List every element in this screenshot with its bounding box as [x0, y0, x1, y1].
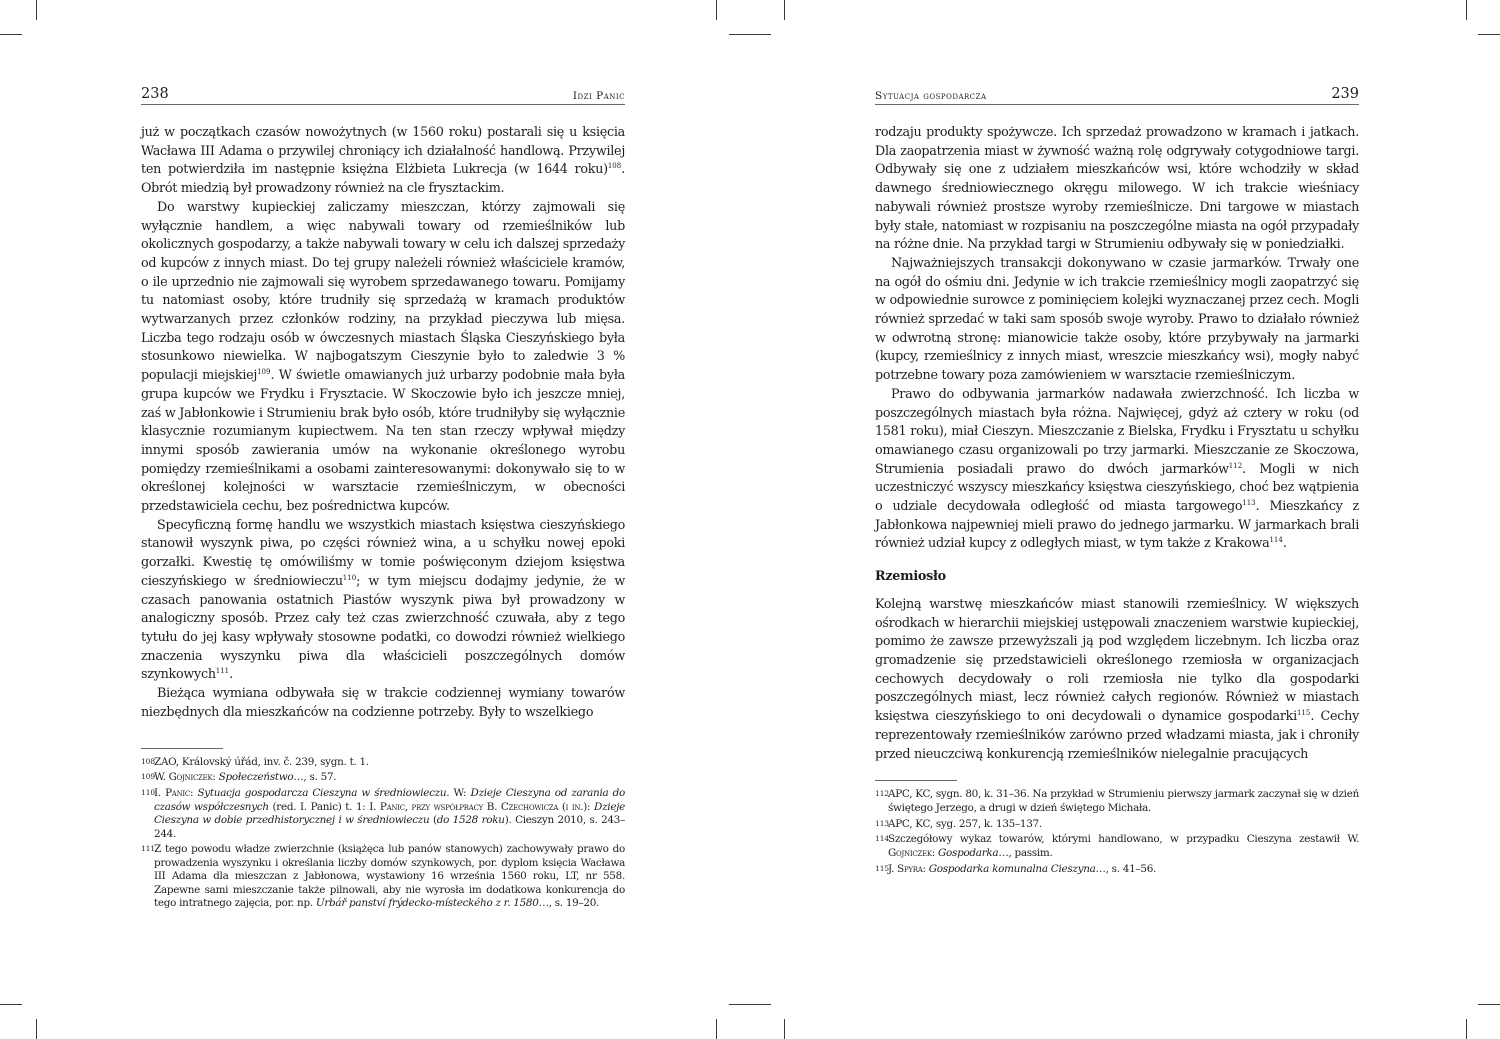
- italic-text: Dzieje Cieszyna od zarania do czasów współczesnych: [154, 787, 625, 813]
- text-run: rodzaju produkty spożywcze. Ich sprzedaż prowadzono w kramach i jatkach. Dla zaopatrzenia miast w żywność ważną rolę odgrywały cotygodniowe targi. Odbywały się one z udziałem mieszkańców wsi, które wchodziły w skład dawnego średniowiecznego okręgu milowego. W ich trakcie wieśniacy nabywali również prostsze wyroby rzemieślnicze. Dni targowe w miastach były stałe, natomiast w rozpisaniu na poszczególne miasta na ogół przypadały na różne dnie. Na przykład targi w Strumieniu odbywały się w poniedziałki.: [875, 125, 1359, 253]
- text-run: W.: [154, 771, 169, 784]
- paragraph: [141, 124, 625, 199]
- text-run: .: [229, 667, 233, 683]
- text-run: Kolejną warstwę mieszkańców miast stanowili rzemieślnicy. W większych ośrodkach w hierarchii miejskiej ustępowali znaczeniem warstwie kupieckiej, pomimo że zawsze przewyższali ją pod względem liczebnym. Ich liczba oraz gromadzenie się przedstawicieli określonego rzemiosła w organizacjach cechowych decydowały o roli rzemiosła nie tylko dla gospodarki poszczególnych miast, lecz również całych regionów. Również w miastach księstwa cieszyńskiego to oni decydowali o dynamice gospodarki: [875, 596, 1359, 725]
- text-run: już w początkach czasów nowożytnych (w 1560 roku) postarali się u księcia Wacława III Adama o przywilej chroniący ich działalność handlową. Przywilej ten potwierdziła im następnie księżna Elżbieta Lukrecja (w 1644 roku): [141, 125, 625, 178]
- footnote-number: 111: [141, 844, 156, 854]
- footnote: [875, 863, 1359, 876]
- footnote: [141, 771, 625, 784]
- text-run: :: [587, 800, 595, 813]
- footnote-marker: 115: [1296, 709, 1311, 718]
- footnote: [141, 843, 625, 910]
- text-run: . W świetle omawianych już urbarzy podobnie mała była grupa kupców we Frydku i Frysztacie. W Skoczowie było ich jeszcze mniej, zaś w Jabłonkowie i Strumieniu brak było osób, które trudniłyby się wyłącznie klasycznie rozumianym kupiectwem. Na ten stan rzeczy wpływał między innymi sposób zawierania umów na wykonanie określonego wyrobu pomiędzy rzemieślnikami a osobami zainteresowanymi: dokonywało się to w określonej kolejności w warsztacie rzemieślniczym, w obecności przedstawiciela cechu, bez pośrednictwa kupców.: [141, 368, 625, 515]
- crop-mark: [1466, 0, 1467, 20]
- footnote-marker: 112: [1228, 461, 1243, 470]
- crop-mark: [0, 34, 22, 35]
- footnotes: [141, 756, 625, 911]
- footnote-number: 113: [875, 818, 890, 828]
- text-run: APC, KC, sygn. 80, k. 31–36. Na przykład w Strumieniu pierwszy jarmark zaczynał się w dzień świętego Jerzego, a drugi w dzień świętego Michała.: [888, 788, 1359, 814]
- footnote-separator: [141, 748, 223, 749]
- text-run: ZAO, Královský úřád, inv. č. 239, sygn. t. 1.: [154, 755, 369, 768]
- crop-mark: [716, 0, 717, 20]
- crop-mark: [784, 0, 785, 20]
- italic-text: Sytuacja gospodarcza Cieszyna w średniowieczu: [197, 787, 447, 800]
- text-run: Szczegółowy wykaz towarów, którymi handlowano, w przypadku Cieszyna zestawił W.: [888, 833, 1359, 846]
- text-run: J.: [888, 862, 898, 875]
- text-run: Z tego powodu władze zwierzchnie (książęca lub panów stanowych) zachowywały prawo do prowadzenia wyszynku i określania liczby domów szynkowych, por. dyplom księcia Wacława III Adama dla mieszczan z Jabłonowa, wystawiony 16 września 1560 roku, LT, nr 558. Zapewne sami mieszczanie także pilnowali, aby nie wyrosła im dodatkowa konkurencja do tego intratnego zajęcia, por. np.: [154, 843, 625, 910]
- text-run: (: [429, 814, 437, 827]
- crop-mark: [729, 1004, 771, 1005]
- text-run: :: [922, 862, 929, 875]
- paragraph-group: [875, 596, 1359, 764]
- crop-mark: [729, 34, 771, 35]
- paragraph: [141, 685, 625, 722]
- footnote: [141, 787, 625, 841]
- running-header: [141, 84, 625, 105]
- text-run: Bieżąca wymiana odbywała się w trakcie codziennej wymiany towarów niezbędnych dla mieszkańców na codzienne potrzeby. Były to wszelkiego: [141, 686, 625, 720]
- crop-mark: [1478, 1004, 1500, 1005]
- text-run: (red. I. Panic) t. 1: I.: [268, 800, 380, 813]
- paragraph: [141, 517, 625, 685]
- text-run: Do warstwy kupieckiej zaliczamy mieszczan, którzy zajmowali się wyłącznie handlem, a więc nabywali towary od rzemieślników lub okolicznych gospodarzy, a także nabywali towary w celu ich dalszej sprzedaży od kupców z innych miast. Do tej grupy należeli również właściciele kramów, o ile uprzednio nie zajmowali się wyrobem sprzedawanego towaru. Pomijamy tu natomiast osoby, które trudniły się sprzedażą w kramach produktów wytwarzanych przez członków rodziny, na przykład pieczywa lub mięsa. Liczba tego rodzaju osób w ówczesnych miastach Śląska Cieszyńskiego była stosunkowo niewielka. W najbogatszym Cieszynie było to zaledwie 3 % populacji miejskiej: [141, 199, 625, 384]
- body-text: [141, 124, 625, 723]
- footnote-number: 112: [875, 789, 890, 799]
- body-text: [875, 124, 1359, 764]
- crop-mark: [1478, 34, 1500, 35]
- author-name: Gojniczek: [888, 846, 932, 859]
- running-head-title: Sytuacja gospodarcza: [875, 90, 987, 102]
- text-run: . Mogli w nich uczestniczyć wszyscy mieszkańcy księstwa cieszyńskiego, choć bez wątpienia o udziale decydowała odległość od miasta targowego: [875, 461, 1359, 515]
- crop-mark: [1466, 1019, 1467, 1039]
- text-run: . Obrót miedzią był prowadzony również na cle frysztackim.: [141, 162, 625, 197]
- crop-mark: [36, 1019, 37, 1039]
- page-number: 238: [141, 86, 169, 102]
- author-name: Panic, przy współpracy B. Czechowicza (i in.): [379, 800, 588, 813]
- crop-mark: [716, 1019, 717, 1039]
- page-number: 239: [1331, 86, 1359, 102]
- italic-text: Gospodarka komunalna Cieszyna…: [928, 862, 1106, 875]
- footnote: [875, 788, 1359, 815]
- author-name: Spyra: [897, 862, 923, 875]
- italic-text: do 1528 roku: [436, 814, 505, 827]
- footnote-number: 115: [875, 863, 890, 873]
- text-run: Prawo do odbywania jarmarków nadawała zwierzchność. Ich liczba w poszczególnych miastach była różna. Najwięcej, gdyż aż cztery w roku (od 1581 roku), miał Cieszyn. Mieszczanie z Bielska, Frydku i Frysztatu u schyłku omawianego czasu organizowali po trzy jarmarki. Mieszczanie ze Skoczowa, Strumienia posiadali prawo do dwóch jarmarków: [875, 386, 1359, 477]
- text-run: .: [1282, 536, 1287, 552]
- text-run: APC, KC, syg. 257, k. 135–137.: [888, 817, 1042, 830]
- text-run: :: [931, 846, 939, 859]
- footnote: [875, 818, 1359, 831]
- text-run: , s. 19–20.: [548, 897, 600, 910]
- text-run: . Mieszkańcy z Jabłonkowa najpewniej mieli prawo do jednego jarmarku. W jarmarkach brali również udział kupcy z odległych miast, w tym także z Krakowa: [875, 499, 1359, 552]
- author-name: Gojniczek: [168, 771, 213, 784]
- paragraph: [875, 124, 1359, 255]
- text-run: :: [212, 771, 219, 784]
- text-run: , s. 41–56.: [1105, 862, 1157, 875]
- crop-mark: [36, 0, 37, 20]
- footnote-marker: 108: [607, 162, 622, 171]
- text-run: . Cechy reprezentowały rzemieślników zarówno przed władzami miasta, jak i chroniły przed nieuczciwą konkurencją rzemieślników nielegalnie pracujących: [875, 709, 1359, 762]
- right-page: [875, 84, 1359, 879]
- italic-text: Społeczeństwo…: [218, 771, 304, 784]
- section-heading: Rzemiosło: [875, 569, 946, 585]
- text-run: I.: [154, 787, 166, 800]
- text-run: :: [190, 787, 198, 800]
- crop-mark: [784, 1019, 785, 1039]
- author-name: Panic: [165, 787, 190, 800]
- footnotes: [875, 788, 1359, 876]
- left-page: [141, 84, 625, 913]
- footnote-marker: 114: [1269, 536, 1283, 545]
- footnote: [875, 833, 1359, 860]
- italic-text: Gospodarka…: [938, 846, 1009, 859]
- footnote-marker: 110: [342, 573, 357, 582]
- footnote-separator: [875, 780, 957, 781]
- paragraph: [875, 596, 1359, 764]
- footnote-number: 109: [141, 772, 156, 782]
- crop-mark: [0, 1004, 22, 1005]
- footnote-number: 110: [141, 788, 156, 798]
- footnote: [141, 756, 625, 769]
- running-head-author: Idzi Panic: [572, 90, 625, 102]
- text-run: , passim.: [1008, 846, 1053, 859]
- text-run: ; w tym miejscu dodajmy jedynie, że w czasach panowania ostatnich Piastów wyszynk piwa był prowadzony w analogiczny sposób. Przez cały też czas zwierzchność czuwała, aby z tego tytułu do jej kasy wpływały stosowne podatki, co dowodzi również wielkiego znaczenia wyszynku piwa dla właścicieli poszczególnych domów szynkowych: [141, 573, 625, 683]
- footnote-number: 114: [875, 834, 890, 844]
- paragraph-group: [875, 124, 1359, 554]
- footnote-marker: 113: [1242, 499, 1256, 508]
- text-run: Specyficzną formę handlu we wszystkich miastach księstwa cieszyńskiego stanowił wyszynk piwa, po części również wina, a u schyłku nowej epoki gorzałki. Kwestię tę omówiliśmy w tomie poświęconym dziejom księstwa cieszyńskiego w średniowieczu: [141, 517, 625, 589]
- footnote-marker: 111: [215, 667, 230, 676]
- paragraph: [141, 199, 625, 517]
- text-run: ). Cieszyn 2010, s. 243–244.: [154, 814, 625, 840]
- italic-text: Dzieje Cieszyna w dobie przedhistorycznej i w średniowieczu: [154, 800, 625, 827]
- text-run: , s. 57.: [303, 771, 337, 784]
- text-run: . W:: [446, 787, 471, 800]
- italic-text: Urbář panství frýdecko-místeckého z r. 1580…: [315, 897, 549, 910]
- text-run: Najważniejszych transakcji dokonywano w czasie jarmarków. Trwały one na ogół do ośmiu dni. Jedynie w ich trakcie rzemieślnicy mogli zaopatrzyć się w odpowiednie surowce z pominięciem kolejki wyznaczanej przez cech. Mogli również sprzedać w taki sam sposób swoje wyroby. Prawo to działało również w odwrotną stronę: mianowicie także osoby, które przybywały na jarmarki (kupcy, rzemieślnicy z innych miast, wreszcie mieszkańcy wsi), mogły nabyć potrzebne towary poza zamówieniem w warsztacie rzemieślniczym.: [875, 255, 1359, 384]
- paragraph: [875, 386, 1359, 554]
- paragraph: [875, 255, 1359, 386]
- running-header: [875, 84, 1359, 105]
- footnote-number: 108: [141, 756, 156, 766]
- footnote-marker: 109: [257, 368, 271, 377]
